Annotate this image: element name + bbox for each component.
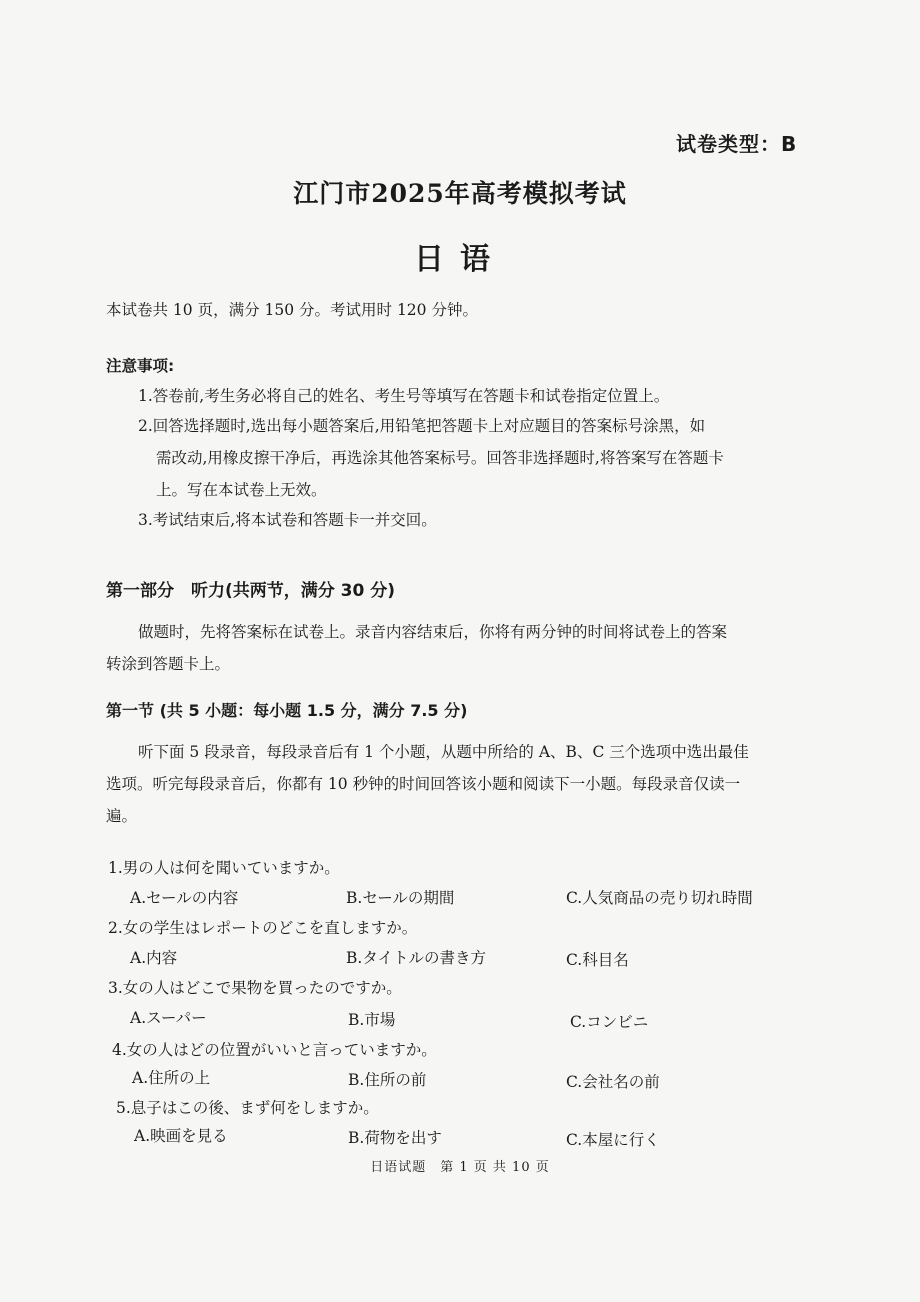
section1-desc: 遍。 [106,807,138,825]
option-b: B.荷物を出す [348,1129,442,1147]
question-text: 5.息子はこの後、まず何をしますか。 [116,1099,379,1117]
exam-title: 江门市2025年高考模拟考试 [293,179,627,208]
option-a: A.内容 [130,949,178,967]
question-text: 3.女の人はどこで果物を買ったのですか。 [108,979,402,997]
option-b: B.タイトルの書き方 [346,949,487,967]
section1-heading: 第一节 (共 5 小题：每小题 1.5 分，满分 7.5 分) [106,701,468,720]
notice-item: 需改动,用橡皮擦干净后，再选涂其他答案标号。回答非选择题时,将答案写在答题卡 [156,449,724,467]
option-c: C.本屋に行く [566,1131,660,1149]
part1-desc: 做题时，先将答案标在试卷上。录音内容结束后，你将有两分钟的时间将试卷上的答案 [138,623,728,641]
option-c: C.科目名 [566,951,629,969]
section1-desc: 选项。听完每段录音后，你都有 10 秒钟的时间回答该小题和阅读下一小题。每段录音仅读一 [106,775,741,793]
question-text: 2.女の学生はレポートのどこを直しますか。 [108,919,418,937]
notice-item: 1.答卷前,考生务必将自己的姓名、考生号等填写在答题卡和试卷指定位置上。 [138,387,670,405]
question-text: 4.女の人はどの位置がいいと言っていますか。 [112,1041,437,1059]
page-footer: 日语试题 第 1 页 共 10 页 [370,1160,550,1175]
option-c: C.コンビニ [570,1013,649,1031]
option-a: A.住所の上 [132,1069,211,1087]
question-text: 1.男の人は何を聞いていますか。 [108,859,340,877]
notice-item: 2.回答选择题时,选出每小题答案后,用铅笔把答题卡上对应题目的答案标号涂黑，如 [138,417,706,435]
option-a: A.セールの内容 [130,889,239,907]
option-a: A.スーパー [130,1009,207,1027]
notice-item: 3.考试结束后,将本试卷和答题卡一并交回。 [138,511,437,529]
option-c: C.人気商品の売り切れ時間 [566,889,753,907]
section1-desc: 听下面 5 段录音，每段录音后有 1 个小题，从题中所给的 A、B、C 三个选项中选出最佳 [138,743,749,761]
subject-title: 日语 [414,242,506,277]
option-b: B.住所の前 [348,1071,427,1089]
option-a: A.映画を見る [134,1127,228,1145]
notice-item: 上。写在本试卷上无效。 [156,481,327,499]
option-c: C.会社名の前 [566,1073,660,1091]
part1-desc: 转涂到答题卡上。 [106,655,231,673]
paper-type-label: 试卷类型：B [676,132,798,156]
notice-heading: 注意事项: [106,357,175,375]
exam-intro: 本试卷共 10 页，满分 150 分。考试用时 120 分钟。 [106,301,478,319]
part1-heading: 第一部分 听力(共两节，满分 30 分) [106,581,396,601]
option-b: B.セールの期間 [346,889,455,907]
option-b: B.市場 [348,1011,396,1029]
